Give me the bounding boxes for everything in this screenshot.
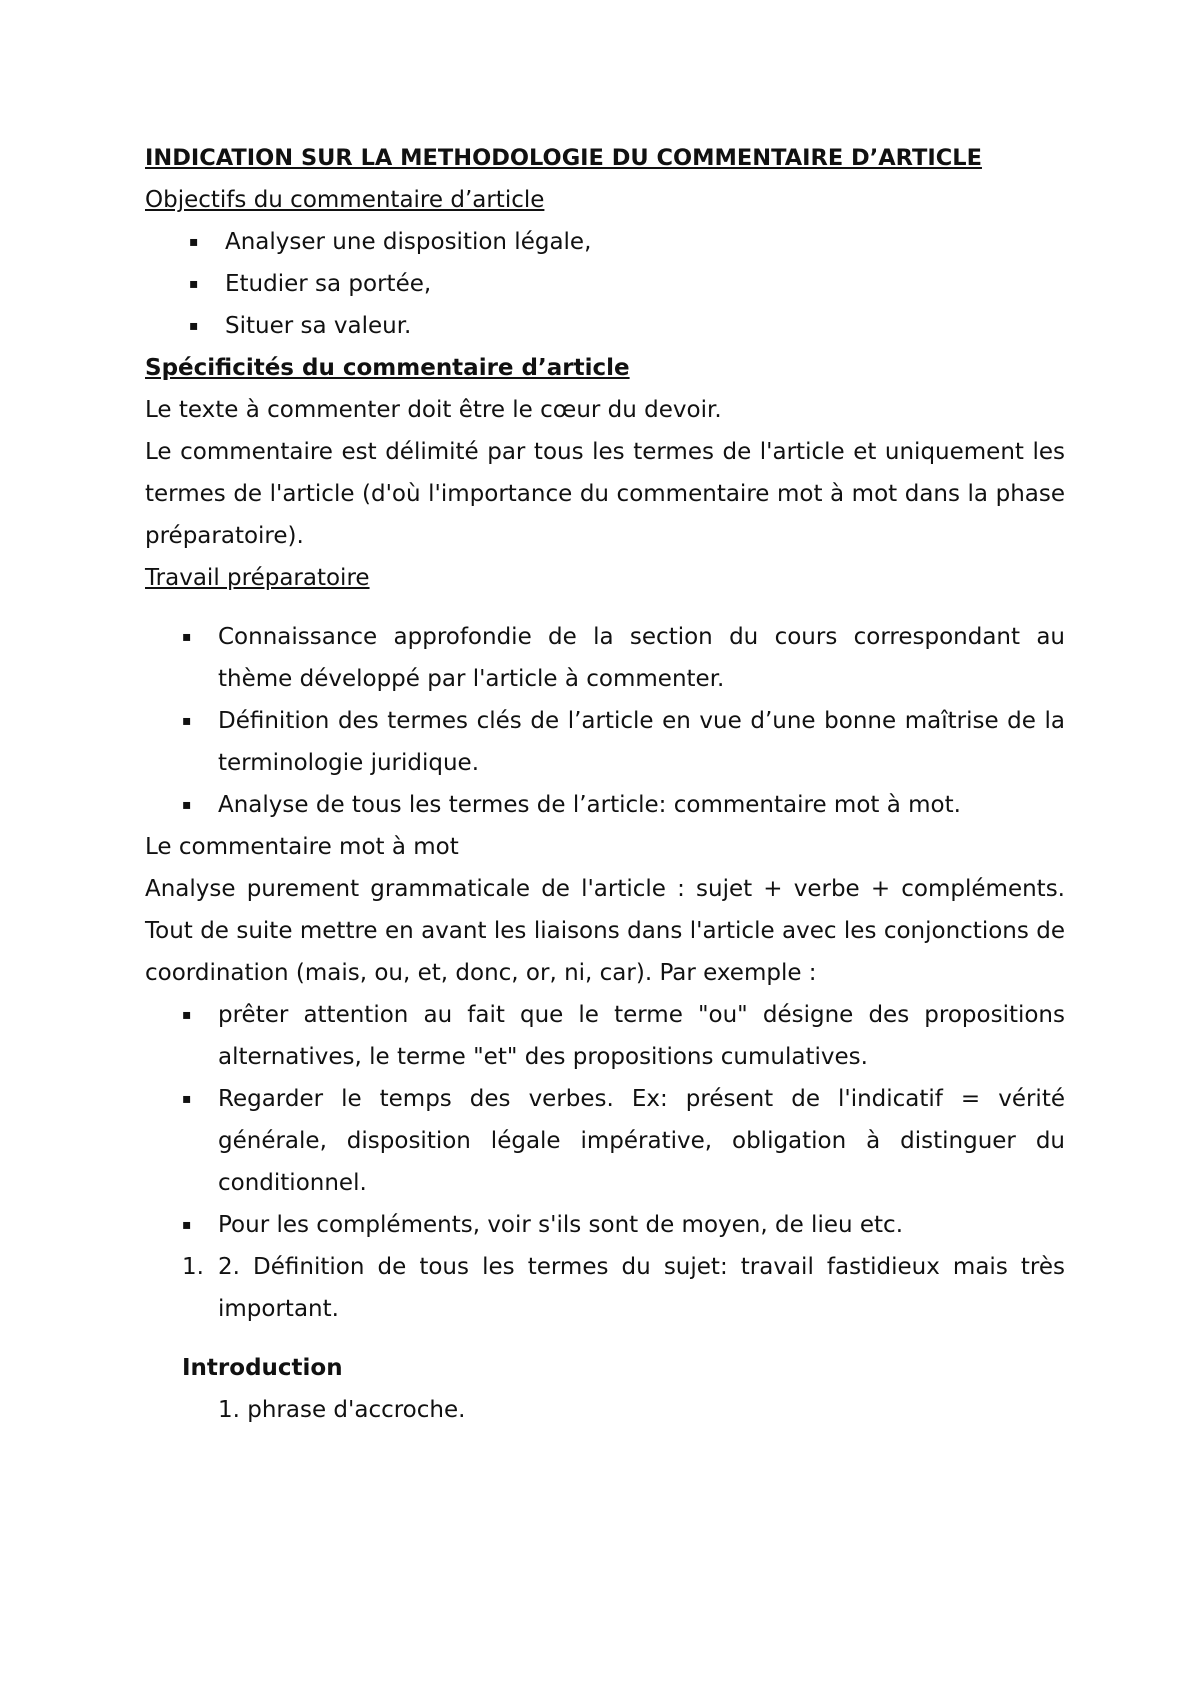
word-by-word-paragraph: Analyse purement grammaticale de l'article : sujet + verbe + compléments. Tout de suite mettre en avant les liaisons dans l'article avec les conjonctions de coordination (mais, ou, et, donc, or, ni, car). Par exemple : (145, 876, 1065, 986)
numbered-item: 1. 2. Définition de tous les termes du sujet: travail fastidieux mais très important. (145, 1246, 1065, 1330)
bullet-icon: ▪ (189, 318, 199, 334)
word-by-word-list (145, 994, 1065, 1246)
bullet-icon: ▪ (182, 629, 192, 645)
bullet-icon: ▪ (182, 1217, 192, 1233)
bullet-icon: ▪ (182, 713, 192, 729)
introduction-heading: Introduction (182, 1355, 343, 1381)
list-item: ▪ Regarder le temps des verbes. Ex: présent de l'indicatif = vérité générale, disposition légale impérative, obligation à distinguer du conditionnel. (145, 1078, 1065, 1204)
list-item: ▪ Etudier sa portée, (145, 263, 1065, 305)
bullet-icon: ▪ (189, 234, 199, 250)
list-number: 1. (182, 1254, 204, 1280)
word-by-word-heading: Le commentaire mot à mot (145, 834, 459, 860)
numbered-list (145, 1246, 1065, 1330)
specificities-heading: Spécificités du commentaire d’article (145, 355, 630, 381)
preparation-list (145, 616, 1065, 826)
bullet-icon: ▪ (182, 1091, 192, 1107)
specificities-paragraph: Le commentaire est délimité par tous les termes de l'article et uniquement les termes de l'article (d'où l'importance du commentaire mot à mot dans la phase préparatoire). (145, 439, 1065, 549)
document-title: INDICATION SUR LA METHODOLOGIE DU COMMENTAIRE D’ARTICLE (145, 145, 982, 171)
list-item: ▪ Pour les compléments, voir s'ils sont de moyen, de lieu etc. (145, 1204, 1065, 1246)
list-item: ▪ Définition des termes clés de l’article en vue d’une bonne maîtrise de la terminologie juridique. (145, 700, 1065, 784)
list-item: ▪ Situer sa valeur. (145, 305, 1065, 347)
list-item: ▪ Analyse de tous les termes de l’article: commentaire mot à mot. (145, 784, 1065, 826)
list-item: ▪ Analyser une disposition légale, (145, 221, 1065, 263)
list-item: ▪ Connaissance approfondie de la section du cours correspondant au thème développé par l'article à commenter. (145, 616, 1065, 700)
document-page (145, 137, 1065, 1431)
bullet-icon: ▪ (182, 1007, 192, 1023)
specificities-line: Le texte à commenter doit être le cœur du devoir. (145, 397, 722, 423)
objectives-heading: Objectifs du commentaire d’article (145, 187, 545, 213)
list-item: ▪ prêter attention au fait que le terme "ou" désigne des propositions alternatives, le terme "et" des propositions cumulatives. (145, 994, 1065, 1078)
bullet-icon: ▪ (182, 797, 192, 813)
introduction-item: 1. phrase d'accroche. (218, 1397, 466, 1423)
bullet-icon: ▪ (189, 276, 199, 292)
preparation-heading: Travail préparatoire (145, 565, 370, 591)
objectives-list (145, 221, 1065, 347)
